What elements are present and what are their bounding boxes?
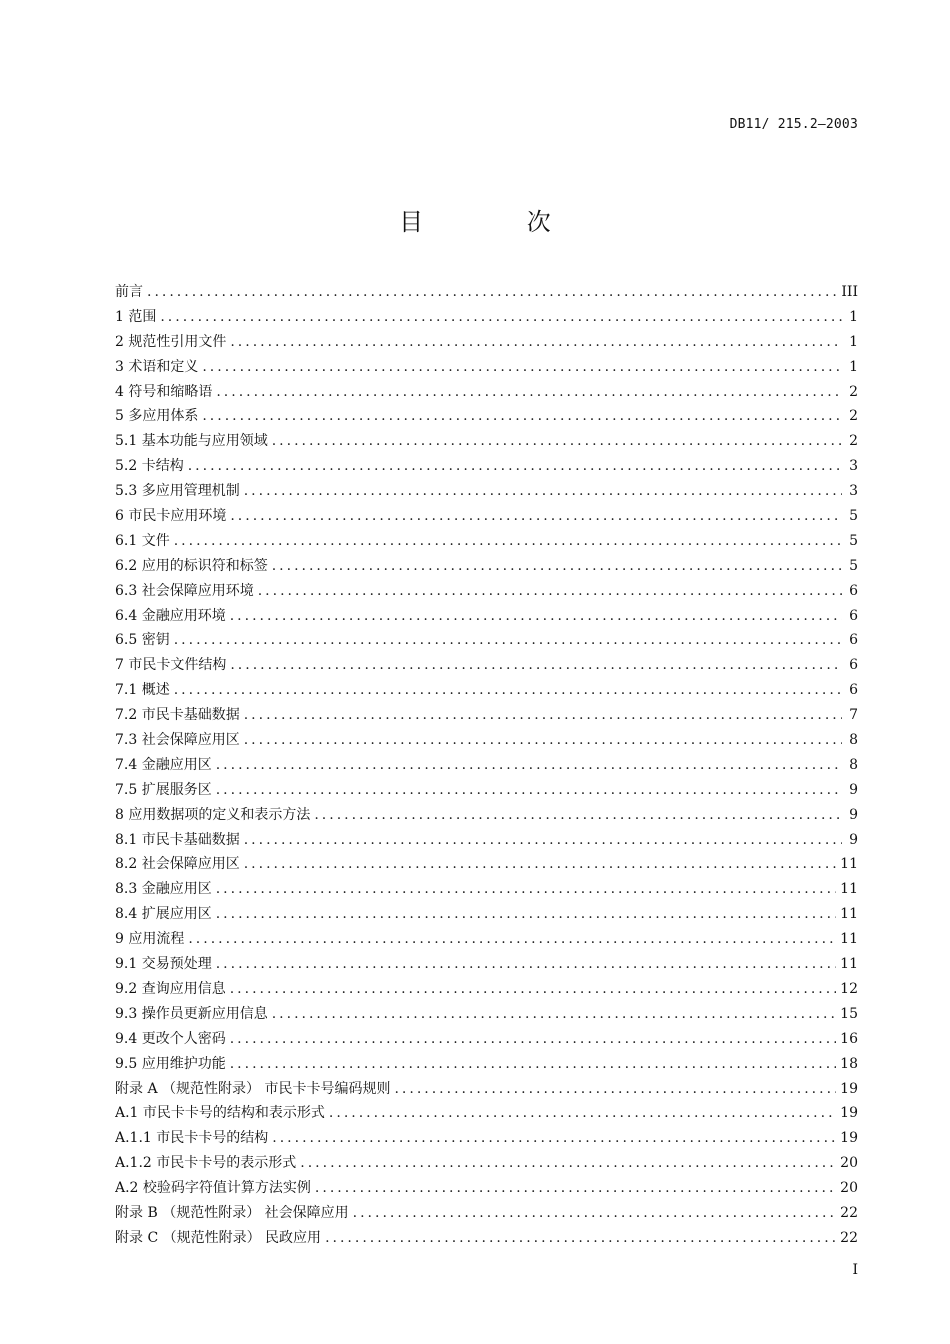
toc-entry[interactable]	[115, 331, 858, 356]
toc-entry-label: 9.2 查询应用信息	[115, 980, 226, 997]
toc-entry[interactable]	[115, 430, 858, 455]
toc-entry-label: 8.1 市民卡基础数据	[115, 831, 240, 848]
toc-dot-leader	[244, 856, 836, 872]
toc-entry-label: 6.5 密钥	[115, 632, 170, 649]
toc-dot-leader	[230, 1056, 836, 1072]
toc-entry[interactable]	[115, 1053, 858, 1078]
toc-entry-page: 2	[849, 408, 858, 425]
toc-entry-label: 1 范围	[115, 308, 157, 325]
table-of-contents	[115, 281, 858, 1252]
toc-entry-label: 7.1 概述	[115, 682, 170, 699]
toc-entry[interactable]	[115, 953, 858, 978]
toc-entry-page: 8	[849, 732, 858, 749]
toc-dot-leader	[244, 732, 842, 748]
page-number: I	[852, 1262, 858, 1278]
toc-dot-leader	[394, 1081, 836, 1097]
toc-entry-page: 6	[849, 607, 858, 624]
toc-entry-page: 3	[849, 483, 858, 500]
toc-dot-leader	[300, 1155, 836, 1171]
toc-entry-page: 6	[849, 582, 858, 599]
toc-dot-leader	[325, 1230, 836, 1246]
toc-entry[interactable]	[115, 1177, 858, 1202]
toc-dot-leader	[230, 334, 842, 350]
toc-dot-leader	[147, 284, 837, 300]
toc-entry[interactable]	[115, 1102, 858, 1127]
toc-entry-label: 8 应用数据项的定义和表示方法	[115, 806, 311, 823]
toc-dot-leader	[216, 881, 836, 897]
toc-entry-label: 6.3 社会保障应用环境	[115, 582, 254, 599]
toc-entry-page: 19	[840, 1080, 858, 1097]
toc-dot-leader	[216, 906, 836, 922]
toc-entry[interactable]	[115, 804, 858, 829]
toc-entry-label: 9.1 交易预处理	[115, 956, 212, 973]
toc-entry-label: 9.5 应用维护功能	[115, 1055, 226, 1072]
toc-entry-page: 11	[840, 956, 858, 973]
toc-entry[interactable]	[115, 555, 858, 580]
toc-dot-leader	[216, 782, 842, 798]
toc-entry-label: 9.4 更改个人密码	[115, 1030, 226, 1047]
toc-dot-leader	[160, 309, 842, 325]
toc-entry-page: 7	[849, 707, 858, 724]
toc-entry[interactable]	[115, 754, 858, 779]
toc-entry-page: 5	[849, 557, 858, 574]
toc-dot-leader	[329, 1105, 836, 1121]
toc-dot-leader	[188, 458, 842, 474]
toc-entry[interactable]	[115, 530, 858, 555]
toc-entry-page: 11	[840, 881, 858, 898]
toc-entry-page: 5	[849, 532, 858, 549]
toc-entry-page: 12	[840, 980, 858, 997]
toc-entry[interactable]	[115, 405, 858, 430]
toc-entry[interactable]	[115, 704, 858, 729]
toc-entry-label: 8.4 扩展应用区	[115, 906, 212, 923]
toc-entry[interactable]	[115, 1028, 858, 1053]
toc-dot-leader	[244, 483, 842, 499]
toc-entry-page: 15	[840, 1005, 858, 1022]
toc-dot-leader	[230, 508, 842, 524]
toc-dot-leader	[202, 408, 842, 424]
toc-entry[interactable]	[115, 878, 858, 903]
toc-entry-label: 7.3 社会保障应用区	[115, 732, 240, 749]
toc-entry-page: 11	[840, 931, 858, 948]
toc-entry-page: 11	[840, 856, 858, 873]
toc-entry-label: 4 符号和缩略语	[115, 383, 213, 400]
toc-entry-label: 9.3 操作员更新应用信息	[115, 1005, 268, 1022]
toc-entry-page: 22	[840, 1229, 858, 1246]
toc-entry[interactable]	[115, 654, 858, 679]
toc-dot-leader	[230, 1031, 836, 1047]
toc-entry-label: A.1 市民卡卡号的结构和表示形式	[115, 1105, 325, 1122]
toc-entry-label: 8.2 社会保障应用区	[115, 856, 240, 873]
toc-entry-page: 2	[849, 433, 858, 450]
toc-dot-leader	[230, 981, 836, 997]
toc-dot-leader	[244, 707, 842, 723]
toc-entry-label: 8.3 金融应用区	[115, 881, 212, 898]
toc-entry[interactable]	[115, 829, 858, 854]
toc-entry-page: 9	[849, 806, 858, 823]
toc-dot-leader	[230, 657, 842, 673]
toc-entry-label: 5 多应用体系	[115, 408, 199, 425]
toc-entry-page: 1	[849, 358, 858, 375]
toc-entry-label: 7.5 扩展服务区	[115, 781, 212, 798]
toc-entry-label: 7.4 金融应用区	[115, 756, 212, 773]
toc-entry-label: 5.2 卡结构	[115, 458, 184, 475]
document-code: DB11/ 215.2—2003	[729, 117, 858, 132]
toc-entry[interactable]	[115, 853, 858, 878]
toc-entry-page: 9	[849, 831, 858, 848]
toc-entry-page: 8	[849, 756, 858, 773]
toc-entry-page: 20	[840, 1180, 858, 1197]
toc-entry[interactable]	[115, 1078, 858, 1103]
toc-dot-leader	[272, 433, 842, 449]
toc-entry-label: A.1.2 市民卡卡号的表示形式	[115, 1155, 297, 1172]
toc-entry[interactable]	[115, 928, 858, 953]
toc-entry-page: 18	[840, 1055, 858, 1072]
toc-entry-page: 1	[849, 308, 858, 325]
toc-entry-label: 5.3 多应用管理机制	[115, 483, 240, 500]
toc-entry-page: 11	[840, 906, 858, 923]
toc-entry-page: 20	[840, 1155, 858, 1172]
toc-entry[interactable]	[115, 903, 858, 928]
toc-dot-leader	[314, 807, 842, 823]
toc-entry[interactable]	[115, 1227, 858, 1252]
toc-entry-label: 2 规范性引用文件	[115, 333, 227, 350]
toc-entry-page: 2	[849, 383, 858, 400]
toc-entry[interactable]	[115, 1127, 858, 1152]
toc-entry-page: 6	[849, 657, 858, 674]
toc-entry[interactable]	[115, 729, 858, 754]
toc-entry[interactable]	[115, 779, 858, 804]
toc-entry[interactable]	[115, 356, 858, 381]
toc-entry[interactable]	[115, 679, 858, 704]
toc-dot-leader	[202, 359, 842, 375]
toc-entry-label: A.1.1 市民卡卡号的结构	[115, 1130, 269, 1147]
toc-dot-leader	[174, 682, 842, 698]
toc-entry[interactable]	[115, 480, 858, 505]
toc-entry-label: 6 市民卡应用环境	[115, 508, 227, 525]
toc-dot-leader	[353, 1205, 837, 1221]
toc-entry[interactable]	[115, 978, 858, 1003]
toc-dot-leader	[315, 1180, 836, 1196]
toc-entry-label: A.2 校验码字符值计算方法实例	[115, 1180, 311, 1197]
toc-dot-leader	[258, 583, 842, 599]
toc-entry-label: 附录 B （规范性附录） 社会保障应用	[115, 1204, 349, 1221]
toc-entry-page: 9	[849, 781, 858, 798]
toc-entry-page: 19	[840, 1105, 858, 1122]
toc-dot-leader	[230, 608, 842, 624]
toc-entry[interactable]	[115, 381, 858, 406]
toc-entry[interactable]	[115, 306, 858, 331]
toc-entry-page: 6	[849, 682, 858, 699]
toc-entry[interactable]	[115, 629, 858, 654]
toc-entry[interactable]	[115, 1003, 858, 1028]
toc-entry-page: 1	[849, 333, 858, 350]
toc-entry-label: 附录 A （规范性附录） 市民卡卡号编码规则	[115, 1080, 391, 1097]
toc-entry-label: 5.1 基本功能与应用领域	[115, 433, 268, 450]
toc-dot-leader	[244, 832, 842, 848]
toc-entry-page: 6	[849, 632, 858, 649]
toc-entry-label: 7 市民卡文件结构	[115, 657, 227, 674]
toc-entry[interactable]	[115, 605, 858, 630]
toc-entry-label: 附录 C （规范性附录） 民政应用	[115, 1229, 322, 1246]
toc-entry-page: 16	[840, 1030, 858, 1047]
toc-entry[interactable]	[115, 505, 858, 530]
toc-dot-leader	[188, 931, 836, 947]
toc-entry[interactable]	[115, 281, 858, 306]
toc-entry[interactable]	[115, 580, 858, 605]
toc-entry-page: 5	[849, 508, 858, 525]
toc-entry-label: 6.4 金融应用环境	[115, 607, 226, 624]
toc-entry-label: 3 术语和定义	[115, 358, 199, 375]
page-title: 目 次	[399, 208, 599, 236]
toc-dot-leader	[272, 558, 842, 574]
toc-entry[interactable]	[115, 1152, 858, 1177]
toc-dot-leader	[174, 533, 842, 549]
toc-dot-leader	[272, 1006, 836, 1022]
toc-entry-label: 6.2 应用的标识符和标签	[115, 557, 268, 574]
toc-entry[interactable]	[115, 455, 858, 480]
toc-dot-leader	[272, 1130, 836, 1146]
toc-dot-leader	[216, 956, 836, 972]
toc-entry-page: 22	[840, 1204, 858, 1221]
toc-entry-page: 3	[849, 458, 858, 475]
toc-entry-label: 前言	[115, 284, 143, 300]
toc-dot-leader	[216, 384, 842, 400]
toc-entry-label: 6.1 文件	[115, 532, 170, 549]
toc-entry-page: 19	[840, 1130, 858, 1147]
toc-dot-leader	[216, 757, 842, 773]
toc-entry-page: III	[841, 284, 858, 300]
toc-entry[interactable]	[115, 1202, 858, 1227]
toc-entry-label: 7.2 市民卡基础数据	[115, 707, 240, 724]
toc-entry-label: 9 应用流程	[115, 931, 185, 948]
toc-dot-leader	[174, 632, 842, 648]
